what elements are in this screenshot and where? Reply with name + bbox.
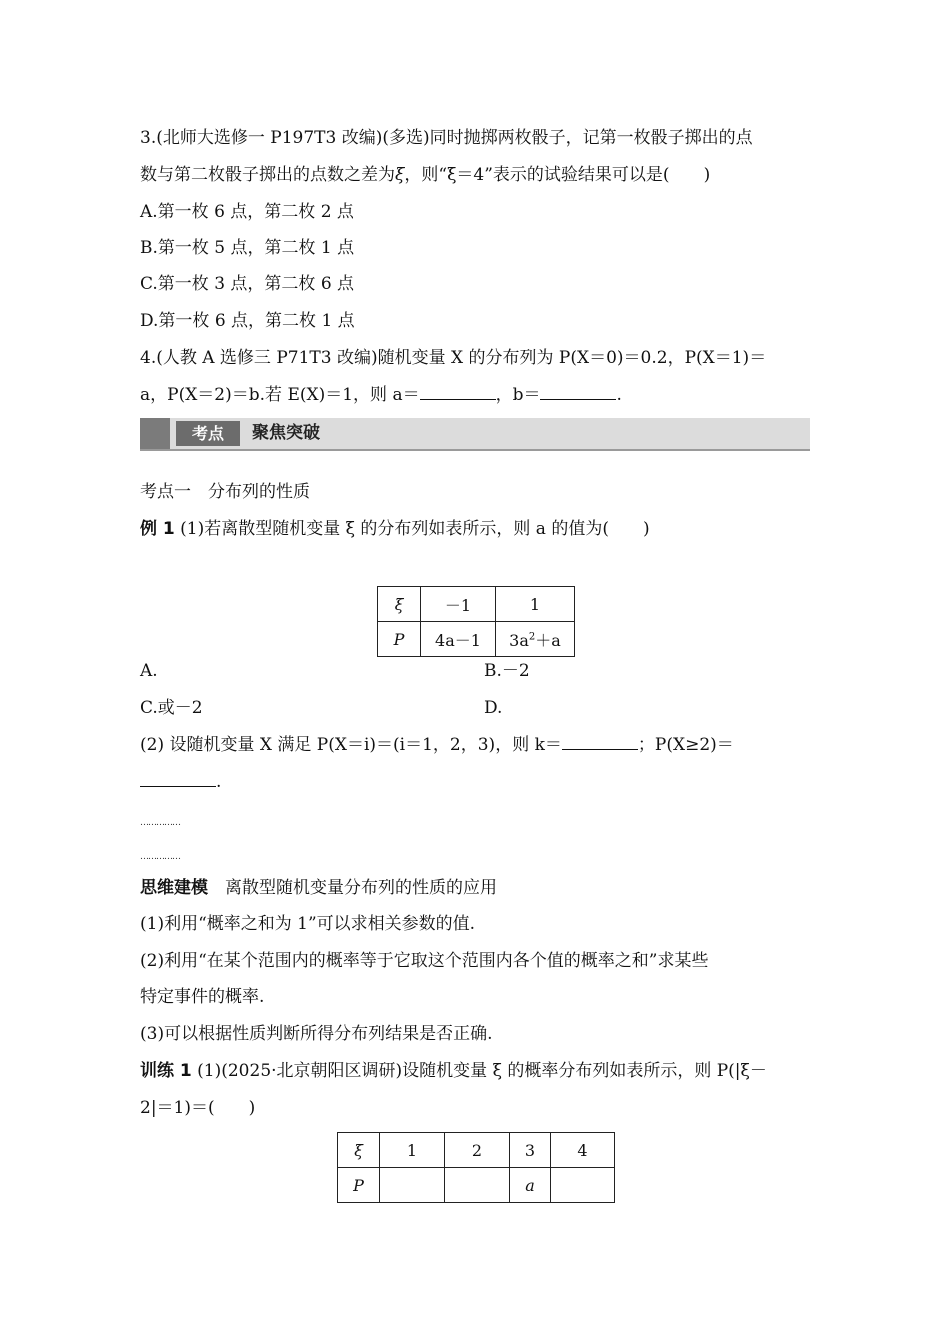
example1-table-header [378,587,575,622]
table-cell: ξ [338,1133,380,1168]
banner-title: 聚焦突破 [252,423,320,443]
thinking-item-1: (1)利用“概率之和为 1”可以求相关参数的值. [140,914,476,934]
section-banner [140,418,810,451]
thinking-title: 离散型随机变量分布列的性质的应用 [208,878,497,898]
training1-table-header [338,1133,615,1168]
table-cell: P [378,622,421,657]
q4-line2-c: . [616,385,622,405]
q3-line2-tail: ，则“ξ＝4”表示的试验结果可以是( ) [404,165,711,185]
cell-part: ＋a [535,630,561,650]
q3-option-c: C.第一枚 3 点，第二枚 6 点 [140,274,355,294]
example1-option-b: B.－2 [484,661,530,681]
q3-option-a: A.第一枚 6 点，第二枚 2 点 [140,202,354,222]
example1-table-row [378,622,575,657]
training1-line2: 2|＝1)＝( ) [140,1098,256,1118]
thinking-header [140,877,497,899]
q3-option-d: D.第一枚 6 点，第二枚 1 点 [140,311,355,331]
q3-xi: ξ [395,165,405,185]
table-cell: P [338,1168,380,1203]
example1-text: (1)若离散型随机变量 ξ 的分布列如表所示，则 a 的值为( ) [174,519,650,539]
table-cell: a [510,1168,551,1203]
banner-accent [140,418,170,449]
q4-blank-a[interactable] [420,385,496,400]
table-cell [445,1168,510,1203]
training1-table-row [338,1168,615,1203]
table-cell: －1 [421,587,496,622]
q4-line1: 4.(人教 A 选修三 P71T3 改编)随机变量 X 的分布列为 P(X＝0)＝0.2，P(X＝1)＝ [140,348,767,368]
q4-blank-b[interactable] [540,385,616,400]
example1-option-d: D. [484,698,503,718]
table-cell: 3 [510,1133,551,1168]
q3-option-b: B.第一枚 5 点，第二枚 1 点 [140,238,355,258]
table-cell: 2 [445,1133,510,1168]
example1-table [377,586,575,657]
q3-line1: 3.(北师大选修一 P197T3 改编)(多选)同时抛掷两枚骰子，记第一枚骰子掷出的点 [140,128,753,148]
training1-text: (1)(2025·北京朝阳区调研)设随机变量 ξ 的概率分布列如表所示，则 P(|ξ－ [191,1061,767,1081]
example1-part2-cont [140,771,221,793]
table-cell: 1 [496,587,575,622]
q3-line2-text: 数与第二枚骰子掷出的点数之差为 [140,165,395,185]
example1-option-c: C.或－2 [140,698,203,718]
table-cell: 4a－1 [421,622,496,657]
example1-part2 [140,734,734,756]
thinking-item-2-cont: 特定事件的概率. [140,987,265,1007]
answer-dots: …………… [140,818,180,828]
q3-line2 [140,164,710,186]
part2-blank-k[interactable] [562,735,638,750]
part2-text: (2) 设随机变量 X 满足 P(X＝i)＝(i＝1，2，3)，则 k＝ [140,735,562,755]
table-cell [551,1168,615,1203]
banner-tag: 考点 [176,421,240,446]
part2-text-b: ；P(X≥2)＝ [637,735,734,755]
cell-part: 3a [509,630,529,650]
example1-option-a: A. [140,661,158,681]
answer-dots: …………… [140,852,180,862]
part2-end: . [216,772,222,792]
thinking-label: 思维建模 [140,878,208,898]
training1-label: 训练 1 [140,1061,192,1081]
table-cell [380,1168,445,1203]
part2-blank-p[interactable] [140,772,216,787]
q4-line2-a: a，P(X＝2)＝b.若 E(X)＝1，则 a＝ [140,385,420,405]
thinking-item-2: (2)利用“在某个范围内的概率等于它取这个范围内各个值的概率之和”求某些 [140,951,709,971]
section1-title: 考点一 分布列的性质 [140,482,310,502]
q4-line2-b: ，b＝ [495,385,541,405]
table-cell [496,622,575,657]
example1-line [140,518,650,540]
training1-table [337,1132,615,1203]
table-cell: 4 [551,1133,615,1168]
table-cell: ξ [378,587,421,622]
table-cell: 1 [380,1133,445,1168]
training1-line1 [140,1060,767,1082]
q4-line2 [140,384,622,406]
thinking-item-3: (3)可以根据性质判断所得分布列结果是否正确. [140,1024,493,1044]
cell-sup: 2 [528,631,536,643]
example1-label: 例 1 [140,519,175,539]
